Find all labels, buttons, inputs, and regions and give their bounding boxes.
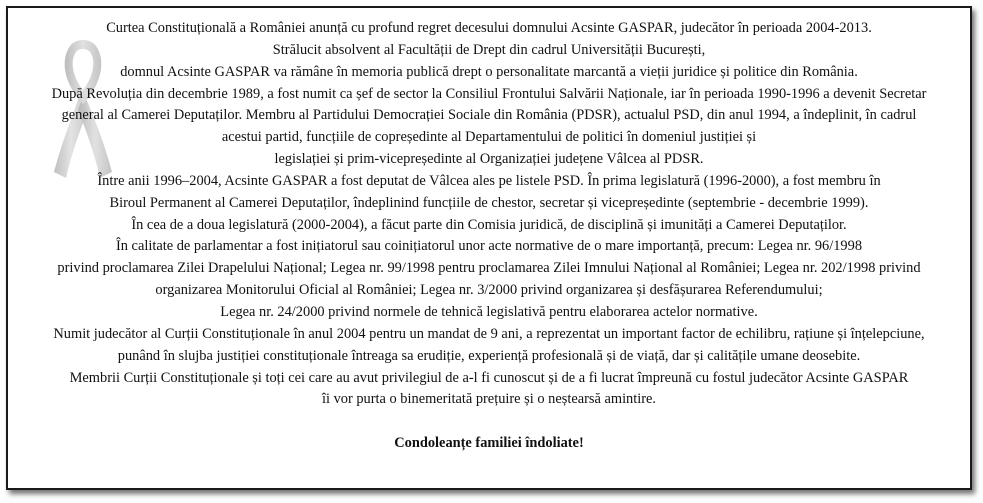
notice-line: organizarea Monitorului Oficial al României; Legea nr. 3/2000 privind organizarea și desfășurarea Referendumului; xyxy=(155,282,823,299)
notice-line: Membrii Curții Constituționale și toți cei care au avut privilegiul de a-l fi cunoscut și de a fi lucrat împreună cu fostul judecător Acsinte GASPAR xyxy=(69,369,909,386)
notice-line: îi vor purta o binemeritată prețuire și o neștearsă amintire. xyxy=(321,391,657,408)
notice-line: acestui partid, funcțiile de copreședinte al Departamentului de politici în domeniul justiției și xyxy=(221,129,757,146)
notice-line: general al Camerei Deputaților. Membru al Partidului Democrației Sociale din România (PDSR), actualul PSD, din anul 1994, a îndeplinit, în cadrul xyxy=(61,107,917,124)
condolence-notice xyxy=(6,6,972,490)
notice-line: legislației și prim-vicepreședinte al Organizației județene Vâlcea al PDSR. xyxy=(274,151,704,168)
notice-line: punând în slujba justiției constituționale întreaga sa erudiție, experiență profesională și de viață, dar și calitățile umane deosebite. xyxy=(117,347,861,364)
closing-condolences: Condoleanțe familiei îndoliate! xyxy=(394,435,584,452)
notice-line: Biroul Permanent al Camerei Deputaților, îndeplinind funcțiile de chestor, secretar și vicepreședinte (septembrie - decembrie 1999). xyxy=(109,194,869,211)
notice-line: Numit judecător al Curții Constituționale în anul 2004 pentru un mandat de 9 ani, a reprezentat un important factor de echilibru, rațiune și înțelepciune, xyxy=(53,325,925,342)
notice-line: domnul Acsinte GASPAR va rămâne în memoria publică drept o personalitate marcantă a vieții juridice și politice din România. xyxy=(120,63,858,80)
notice-line: În cea de a doua legislatură (2000-2004), a făcut parte din Comisia juridică, de disciplină și imunități a Camerei Deputaților. xyxy=(131,216,847,233)
notice-line: Curtea Constituțională a României anunță cu profund regret decesului domnului Acsinte GASPAR, judecător în perioada 2004-2013. xyxy=(106,20,872,36)
notice-line: În calitate de parlamentar a fost inițiatorul sau coinițiatorul unor acte normative de o mare importanță, precum: Legea nr. 96/1998 xyxy=(115,238,863,255)
paragraph-spacer xyxy=(14,411,964,433)
notice-line: Între anii 1996–2004, Acsinte GASPAR a fost deputat de Vâlcea ales pe listele PSD. În prima legislatură (1996-2000), a fost membru în xyxy=(97,172,881,189)
notice-line: Legea nr. 24/2000 privind normele de tehnică legislativă pentru elaborarea actelor normative. xyxy=(220,303,758,320)
notice-line: privind proclamarea Zilei Drapelului Național; Legea nr. 99/1998 pentru proclamarea Zilei Imnului Național al României; Legea nr. 202/1998 privind xyxy=(57,260,921,277)
notice-line: După Revoluția din decembrie 1989, a fost numit ca șef de sector la Consiliul Frontului Salvării Naționale, iar în perioada 1990-1996 a devenit Secretar xyxy=(51,85,927,102)
notice-body xyxy=(14,18,964,455)
notice-line: Strălucit absolvent al Facultății de Drept din cadrul Universității București, xyxy=(272,41,706,58)
